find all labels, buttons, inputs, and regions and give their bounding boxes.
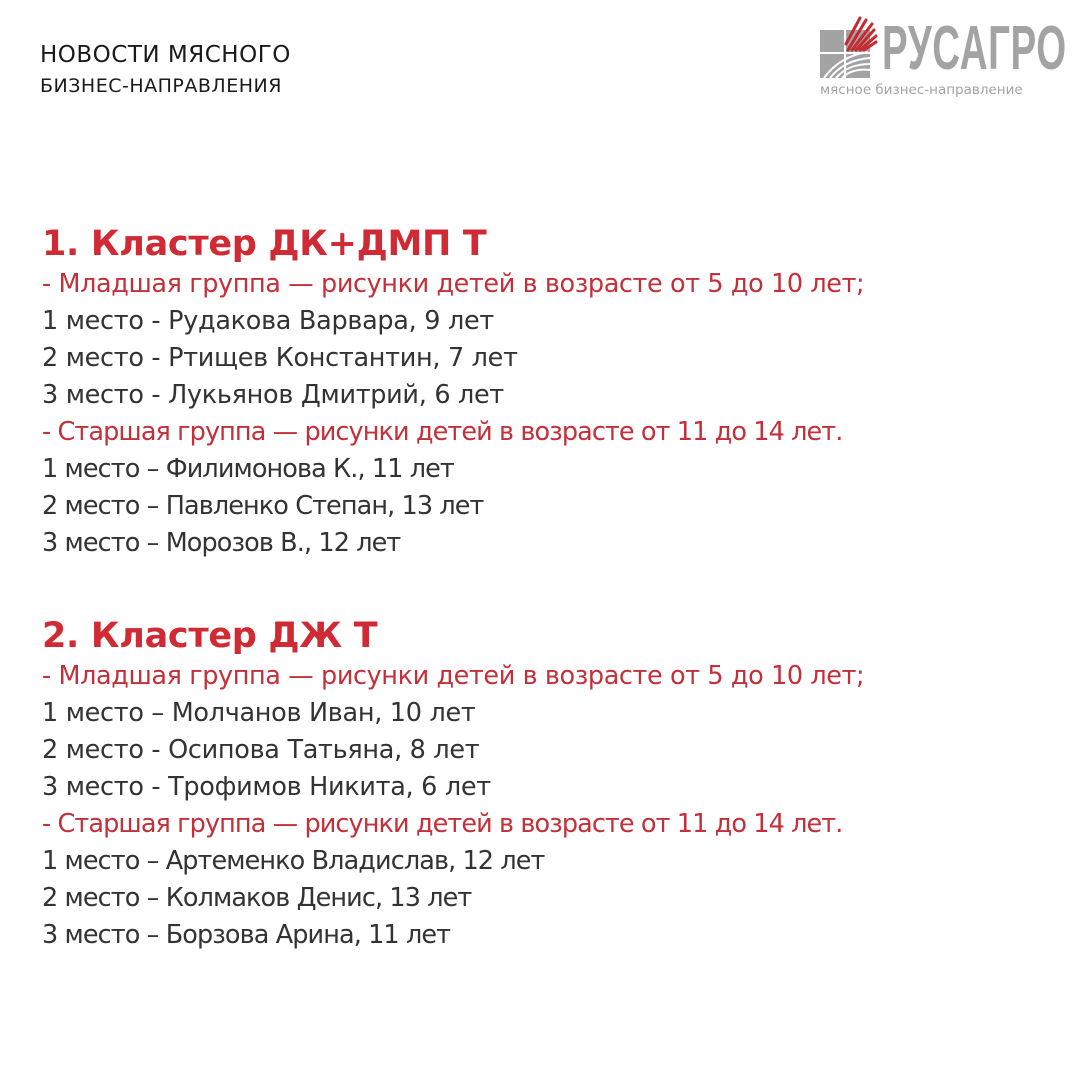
place-item: 1 место – Филимонова К., 11 лет <box>42 454 454 484</box>
cluster-1 <box>42 222 1052 562</box>
cluster-2 <box>42 614 1052 954</box>
group-title-senior: - Старшая группа — рисунки детей в возрасте от 11 до 14 лет. <box>42 809 843 839</box>
page-title-line1: НОВОСТИ МЯСНОГО <box>40 42 291 68</box>
group-title-junior: - Младшая группа — рисунки детей в возрасте от 5 до 10 лет; <box>42 269 865 299</box>
place-item: 1 место - Рудакова Варвара, 9 лет <box>42 306 494 336</box>
group-title-senior: - Старшая группа — рисунки детей в возрасте от 11 до 14 лет. <box>42 417 843 447</box>
place-item: 3 место – Борзова Арина, 11 лет <box>42 920 451 950</box>
place-item: 2 место – Павленко Степан, 13 лет <box>42 491 484 521</box>
place-item: 3 место - Лукьянов Дмитрий, 6 лет <box>42 380 504 410</box>
place-item: 1 место – Артеменко Владислав, 12 лет <box>42 846 545 876</box>
place-item: 1 место – Молчанов Иван, 10 лет <box>42 698 476 728</box>
logo-wordmark: РУСАГРО <box>882 14 1067 83</box>
group-title-junior: - Младшая группа — рисунки детей в возрасте от 5 до 10 лет; <box>42 661 865 691</box>
logo-tagline: мясное бизнес-направление <box>820 82 1023 98</box>
place-item: 3 место - Трофимов Никита, 6 лет <box>42 772 491 802</box>
rusagro-logo-icon <box>820 16 878 82</box>
page-title-line2: БИЗНЕС-НАПРАВЛЕНИЯ <box>40 75 282 97</box>
cluster-title: 2. Кластер ДЖ Т <box>42 616 378 656</box>
winners-list <box>42 222 1052 954</box>
cluster-title: 1. Кластер ДК+ДМП Т <box>42 224 487 264</box>
place-item: 3 место – Морозов В., 12 лет <box>42 528 401 558</box>
place-item: 2 место - Ртищев Константин, 7 лет <box>42 343 518 373</box>
page-title <box>40 40 291 100</box>
rusagro-logo <box>818 14 1067 104</box>
place-item: 2 место - Осипова Татьяна, 8 лет <box>42 735 480 765</box>
place-item: 2 место – Колмаков Денис, 13 лет <box>42 883 472 913</box>
